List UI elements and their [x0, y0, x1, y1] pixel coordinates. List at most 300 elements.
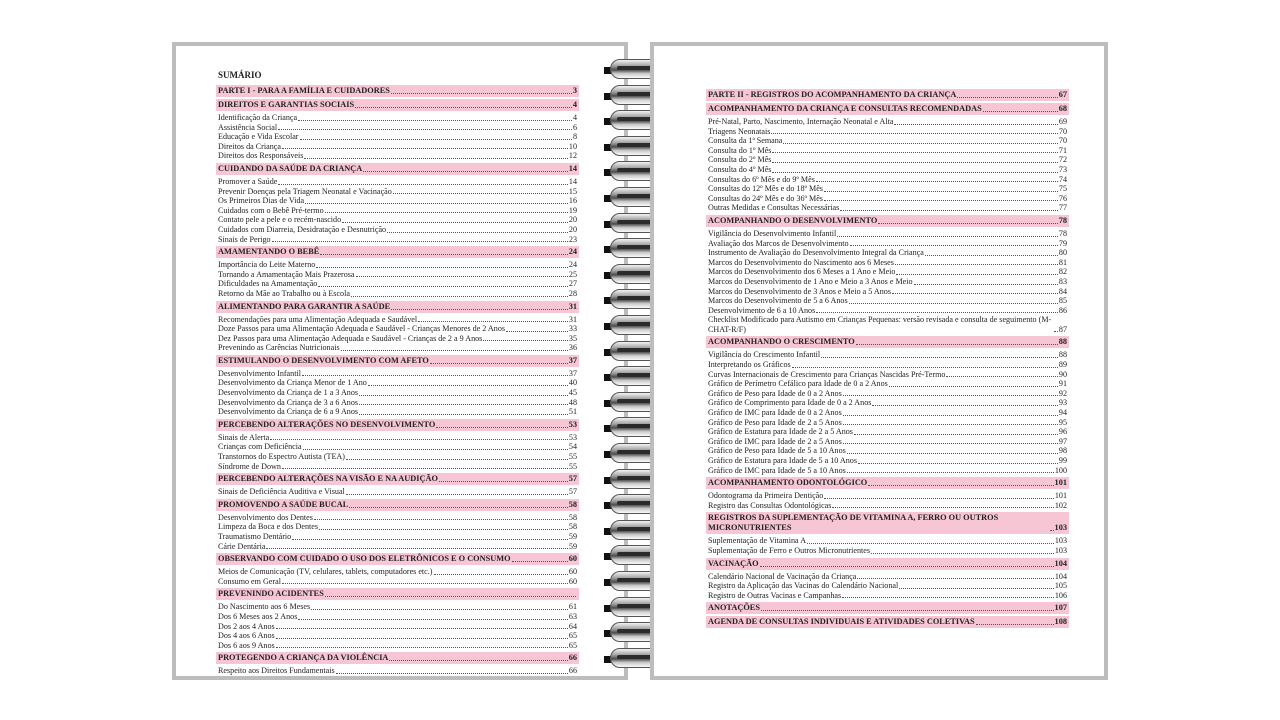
- toc-item-label: Limpeza da Boca e dos Dentes: [218, 522, 319, 532]
- toc-section: [706, 336, 1069, 475]
- dot-leader: [792, 367, 1058, 368]
- toc-item-label: Marcos do Desenvolvimento do Nascimento aos 6 Meses: [708, 257, 894, 267]
- toc-item-label: Doze Passos para uma Alimentação Adequada e Saudável - Crianças Menores de 2 Anos: [218, 324, 506, 334]
- toc-item-label: Registro da Aplicação das Vacinas do Calendário Nacional: [708, 581, 899, 591]
- toc-item-label: Respeito aos Direitos Fundamentais: [218, 666, 335, 676]
- toc-item: [216, 452, 579, 462]
- dot-leader: [320, 254, 567, 255]
- toc-item-label: Marcos do Desenvolvimento de 1 Ano e Meio a 3 Anos e Meio: [708, 276, 913, 286]
- section-page-number: 67: [1058, 90, 1067, 99]
- toc-item: [706, 296, 1069, 306]
- toc-item-label: Vigilância do Crescimento Infantil: [708, 350, 821, 360]
- toc-item: [216, 462, 579, 472]
- toc-item: [216, 324, 579, 334]
- toc-item-page-number: 65: [568, 640, 577, 650]
- toc-item: [216, 123, 579, 133]
- toc-item-label: Direitos dos Responsáveis: [218, 151, 304, 161]
- toc-section: [216, 652, 579, 676]
- toc-item-label: Prevenindo as Carências Nutricionais: [218, 343, 340, 353]
- toc-item-label: Outras Medidas e Consultas Necessárias: [708, 203, 840, 213]
- toc-item-page-number: 58: [568, 522, 577, 532]
- dot-leader: [816, 181, 1058, 182]
- toc-item: [706, 350, 1069, 360]
- dot-leader: [760, 566, 1054, 567]
- dot-leader: [282, 468, 568, 469]
- toc-item: [706, 248, 1069, 258]
- toc-item: [706, 466, 1069, 476]
- right-toc: [706, 89, 1069, 630]
- toc-item: [706, 194, 1069, 204]
- toc-item-label: Desenvolvimento dos Dentes: [218, 512, 313, 522]
- toc-item: [706, 501, 1069, 511]
- toc-item: [216, 577, 579, 587]
- toc-section-heading: [216, 588, 579, 600]
- toc-item: [706, 456, 1069, 466]
- toc-item-page-number: 55: [568, 452, 577, 462]
- toc-item-label: Gráfico de Estatura para Idade de 5 a 10 Anos: [708, 456, 857, 465]
- toc-item-page-number: 19: [568, 205, 577, 215]
- dot-leader: [302, 375, 568, 376]
- toc-item-label: Educação e Vida Escolar: [218, 132, 299, 142]
- toc-item: [706, 146, 1069, 156]
- toc-section: [216, 499, 579, 551]
- dot-leader: [270, 439, 568, 440]
- toc-item: [216, 602, 579, 612]
- toc-item-label: Recomendações para uma Alimentação Adequada e Saudável: [218, 314, 418, 324]
- toc-item-page-number: 6: [572, 122, 577, 132]
- toc-item: [706, 437, 1069, 447]
- toc-item-page-number: 91: [1058, 379, 1067, 389]
- toc-item-label: Avaliação dos Marcos de Desenvolvimento: [708, 238, 849, 248]
- dot-leader: [824, 191, 1058, 192]
- toc-item-page-number: 85: [1058, 296, 1067, 306]
- toc-item-label: Consulta do 1º Mês: [708, 145, 772, 155]
- toc-item-page-number: 74: [1058, 174, 1067, 184]
- dot-leader: [292, 539, 568, 540]
- toc-item-label: Retorno da Mãe ao Trabalho ou à Escola: [218, 288, 350, 298]
- dot-leader: [298, 619, 568, 620]
- toc-item: [216, 398, 579, 408]
- toc-item-page-number: 105: [1054, 581, 1067, 591]
- dot-leader: [266, 548, 567, 549]
- dot-leader: [807, 543, 1054, 544]
- section-title: ACOMPANHANDO O CRESCIMENTO: [708, 337, 855, 347]
- dot-leader: [925, 255, 1058, 256]
- toc-item-label: Sinais de Perigo: [218, 234, 271, 244]
- toc-item-page-number: 31: [568, 314, 577, 324]
- toc-section-heading: [706, 558, 1069, 570]
- toc-item-page-number: 99: [1058, 456, 1067, 465]
- dot-leader: [282, 583, 568, 584]
- section-title: PERCEBENDO ALTERAÇÕES NA VISÃO E NA AUDIÇÃO: [218, 474, 438, 484]
- dot-leader: [840, 210, 1058, 211]
- dot-leader: [816, 312, 1058, 313]
- toc-item-list: [216, 258, 579, 298]
- toc-item-label: Calendário Nacional de Vacinação da Criança: [708, 571, 857, 581]
- toc-item-page-number: 80: [1058, 248, 1067, 258]
- toc-section: [706, 512, 1069, 555]
- toc-item-page-number: 101: [1054, 491, 1067, 501]
- dot-leader: [311, 609, 568, 610]
- toc-item-list: [216, 431, 579, 471]
- dot-leader: [824, 498, 1054, 499]
- toc-item-page-number: 8: [572, 132, 577, 142]
- toc-item-label: Cuidados com o Bebê Pré-termo: [218, 205, 324, 215]
- toc-item-label: Gráfico de Perímetro Cefálico para Idade de 0 a 2 Anos: [708, 379, 888, 389]
- toc-item: [706, 546, 1069, 556]
- toc-item: [706, 203, 1069, 213]
- toc-item-page-number: 10: [568, 141, 577, 151]
- dot-leader: [868, 485, 1053, 486]
- toc-item: [216, 215, 579, 225]
- toc-section-heading: [706, 215, 1069, 227]
- toc-item: [216, 187, 579, 197]
- toc-item: [216, 289, 579, 299]
- dot-leader: [316, 267, 568, 268]
- dot-leader: [957, 97, 1057, 98]
- toc-section-heading: [706, 103, 1069, 115]
- toc-section-heading: [706, 89, 1069, 101]
- dot-leader: [303, 449, 568, 450]
- toc-item: [706, 306, 1069, 316]
- section-title: AGENDA DE CONSULTAS INDIVIDUAIS E ATIVIDADES COLETIVAS: [708, 617, 975, 627]
- toc-item-page-number: 94: [1058, 408, 1067, 418]
- toc-item-label: Interpretando os Gráficos: [708, 360, 791, 370]
- toc-item: [706, 127, 1069, 137]
- toc-item-label: Triagens Neonatais: [708, 126, 771, 136]
- toc-item-label: Identificação da Criança: [218, 113, 298, 122]
- toc-item-label: Gráfico de IMC para Idade de 5 a 10 Anos: [708, 465, 846, 475]
- dot-leader: [914, 284, 1058, 285]
- toc-item-label: Síndrome de Down: [218, 461, 281, 471]
- toc-item: [706, 165, 1069, 175]
- dot-leader: [278, 184, 568, 185]
- toc-item: [216, 542, 579, 552]
- toc-item-page-number: 71: [1058, 145, 1067, 155]
- dot-leader: [850, 245, 1058, 246]
- dot-leader: [771, 133, 1057, 134]
- section-page-number: 3: [572, 86, 577, 95]
- dot-leader: [282, 148, 568, 149]
- toc-item-list: [706, 570, 1069, 601]
- toc-item: [216, 631, 579, 641]
- section-title: PROMOVENDO A SAÚDE BUCAL: [218, 499, 349, 509]
- dot-leader: [847, 472, 1054, 473]
- toc-item-label: Crianças com Deficiência: [218, 442, 302, 452]
- section-title: ANOTAÇÕES: [708, 603, 760, 613]
- section-title: PREVENINDO ACIDENTES: [218, 589, 324, 599]
- toc-item-label: Consumo em Geral: [218, 576, 281, 586]
- toc-item-page-number: 58: [568, 512, 577, 522]
- toc-item-label: Cuidados com Diarreia, Desidratação e Desnutrição: [218, 224, 387, 234]
- dot-leader: [342, 222, 568, 223]
- toc-item-label: Transtornos do Espectro Autista (TEA): [218, 452, 345, 462]
- toc-item-page-number: 100: [1054, 465, 1067, 475]
- toc-item-page-number: 76: [1058, 193, 1067, 203]
- toc-item: [216, 196, 579, 206]
- toc-item-label: Consultas do 12º Mês e do 18º Mês: [708, 184, 823, 194]
- toc-item-label: Sinais de Deficiência Auditiva e Visual: [218, 487, 345, 497]
- toc-section-heading: [216, 246, 579, 258]
- toc-item-page-number: 69: [1058, 117, 1067, 126]
- toc-item-label: Odontograma da Primeira Dentição: [708, 491, 824, 501]
- toc-item: [706, 536, 1069, 546]
- dot-leader: [393, 193, 568, 194]
- toc-item-page-number: 40: [568, 378, 577, 388]
- toc-item-page-number: 53: [568, 432, 577, 442]
- toc-item-label: Desenvolvimento de 6 a 10 Anos: [708, 305, 816, 315]
- toc-item: [216, 442, 579, 452]
- toc-item-list: [706, 115, 1069, 213]
- dot-leader: [276, 647, 568, 648]
- toc-item: [216, 315, 579, 325]
- toc-item-page-number: 78: [1058, 228, 1067, 238]
- toc-item: [706, 184, 1069, 194]
- dot-leader: [363, 171, 567, 172]
- toc-item: [706, 389, 1069, 399]
- toc-item-label: Sinais de Alerta: [218, 432, 270, 442]
- toc-item-label: Dez Passos para uma Alimentação Adequada e Saudável - Crianças de 2 a 9 Anos: [218, 333, 483, 343]
- toc-item-label: Vigilância do Desenvolvimento Infantil: [708, 228, 837, 238]
- toc-item-page-number: 60: [568, 567, 577, 577]
- toc-section: [216, 163, 579, 244]
- dot-leader: [783, 143, 1058, 144]
- toc-item-label: Dos 6 Meses aos 2 Anos: [218, 611, 298, 621]
- toc-item: [706, 315, 1069, 334]
- dot-leader: [849, 303, 1058, 304]
- toc-item-label: Gráfico de Estatura para Idade de 2 a 5 Anos: [708, 427, 853, 437]
- toc-section-heading: [216, 355, 579, 367]
- toc-item-page-number: 89: [1058, 360, 1067, 370]
- toc-item-label: Cárie Dentária: [218, 541, 266, 551]
- dot-leader: [837, 236, 1058, 237]
- toc-item: [706, 117, 1069, 127]
- toc-item-label: Gráfico de Peso para Idade de 2 a 5 Anos: [708, 417, 842, 427]
- dot-leader: [391, 93, 572, 94]
- dot-leader: [389, 660, 567, 661]
- dot-leader: [325, 596, 576, 597]
- toc-item: [216, 343, 579, 353]
- toc-item-page-number: 87: [1058, 324, 1067, 334]
- dot-leader: [889, 386, 1058, 387]
- section-title: DIREITOS E GARANTIAS SOCIAIS: [218, 100, 355, 109]
- toc-item-label: Gráfico de IMC para Idade de 2 a 5 Anos: [708, 436, 842, 446]
- toc-item-page-number: 64: [568, 621, 577, 631]
- toc-item-label: Importância do Leite Materno: [218, 260, 316, 270]
- toc-item-label: Assistência Social: [218, 122, 278, 132]
- section-page-number: 53: [568, 419, 577, 429]
- toc-item-page-number: 70: [1058, 136, 1067, 146]
- section-page-number: 108: [1054, 617, 1067, 627]
- toc-item-label: Consulta do 4º Mês: [708, 164, 772, 174]
- toc-item-label: Instrumento de Avaliação do Desenvolvimento Integral da Criança: [708, 248, 924, 258]
- toc-item-page-number: 35: [568, 333, 577, 343]
- left-toc: [216, 70, 579, 678]
- toc-item-label: Suplementação de Ferro e Outros Micronutrientes: [708, 545, 871, 555]
- toc-item: [216, 270, 579, 280]
- toc-item-label: Marcos do Desenvolvimento de 5 a 6 Anos: [708, 296, 848, 306]
- toc-section: [216, 85, 579, 97]
- toc-section-heading: [216, 85, 579, 97]
- toc-item: [706, 277, 1069, 287]
- toc-section: [216, 99, 579, 161]
- toc-item-page-number: 15: [568, 186, 577, 196]
- toc-item-label: Tornando a Amamentação Mais Prazerosa: [218, 269, 355, 279]
- dot-leader: [483, 340, 568, 341]
- section-title: ACOMPANHANDO O DESENVOLVIMENTO: [708, 215, 878, 225]
- toc-item: [706, 370, 1069, 380]
- toc-item-label: Registro das Consultas Odontológicas: [708, 500, 832, 510]
- toc-item-page-number: 63: [568, 611, 577, 621]
- toc-item-page-number: 48: [568, 397, 577, 407]
- dot-leader: [351, 296, 568, 297]
- dot-leader: [346, 459, 568, 460]
- toc-item-page-number: 27: [568, 279, 577, 289]
- dot-leader: [359, 414, 568, 415]
- section-page-number: 14: [568, 163, 577, 173]
- dot-leader: [842, 597, 1054, 598]
- section-page-number: 68: [1058, 104, 1067, 113]
- toc-item-page-number: 54: [568, 442, 577, 452]
- toc-item-label: Dificuldades na Amamentação: [218, 279, 318, 289]
- dot-leader: [1054, 331, 1058, 332]
- toc-item-list: [216, 664, 579, 676]
- toc-item-page-number: 12: [568, 151, 577, 161]
- dot-leader: [359, 404, 568, 405]
- toc-item: [216, 369, 579, 379]
- dot-leader: [391, 309, 568, 310]
- dot-leader: [359, 395, 568, 396]
- toc-item: [706, 175, 1069, 185]
- toc-item-label: Consulta do 2º Mês: [708, 155, 772, 165]
- dot-leader: [857, 578, 1053, 579]
- toc-item-label: Gráfico de Peso para Idade de 0 a 2 Anos: [708, 388, 842, 398]
- dot-leader: [895, 264, 1058, 265]
- toc-item: [706, 379, 1069, 389]
- toc-section-heading: [706, 336, 1069, 348]
- toc-item: [706, 581, 1069, 591]
- toc-item: [216, 622, 579, 632]
- toc-item-label: Desenvolvimento Infantil: [218, 368, 301, 378]
- toc-item: [706, 491, 1069, 501]
- dot-leader: [349, 507, 567, 508]
- dot-leader: [355, 107, 572, 108]
- toc-item-label: Contato pele a pele e o recém-nascido: [218, 215, 342, 225]
- dot-leader: [976, 624, 1054, 625]
- toc-item-page-number: 88: [1058, 350, 1067, 360]
- toc-item-label: Desenvolvimento da Criança de 6 a 9 Anos: [218, 407, 359, 417]
- toc-item: [706, 408, 1069, 418]
- section-page-number: 66: [568, 653, 577, 663]
- dot-leader: [843, 424, 1058, 425]
- section-page-number: 60: [568, 554, 577, 564]
- toc-item: [706, 572, 1069, 582]
- toc-item-page-number: 51: [568, 407, 577, 417]
- section-page-number: 107: [1054, 603, 1067, 613]
- toc-item-label: Traumatismo Dentário: [218, 532, 292, 541]
- dot-leader: [305, 203, 568, 204]
- toc-item: [706, 267, 1069, 277]
- dot-leader: [856, 344, 1058, 345]
- toc-item-page-number: 59: [568, 532, 577, 541]
- toc-item-page-number: 59: [568, 541, 577, 551]
- toc-item-page-number: 103: [1054, 536, 1067, 546]
- dot-leader: [894, 124, 1057, 125]
- section-title: AMAMENTANDO O BEBÊ: [218, 247, 320, 257]
- toc-section: [706, 558, 1069, 601]
- dot-leader: [512, 561, 568, 562]
- toc-item-page-number: 86: [1058, 305, 1067, 315]
- toc-item-label: Dos 6 aos 9 Anos: [218, 640, 275, 650]
- toc-item: [706, 229, 1069, 239]
- dot-leader: [843, 443, 1058, 444]
- toc-item-list: [216, 600, 579, 650]
- toc-item: [216, 532, 579, 542]
- toc-item: [216, 612, 579, 622]
- toc-item-label: Dos 2 aos 4 Anos: [218, 621, 275, 631]
- toc-item: [706, 418, 1069, 428]
- toc-section-heading: [706, 602, 1069, 614]
- toc-item: [706, 427, 1069, 437]
- section-page-number: 37: [568, 355, 577, 365]
- section-page-number: 4: [572, 100, 577, 109]
- toc-item: [216, 567, 579, 577]
- section-title: ACOMPANHAMENTO ODONTOLÓGICO: [708, 478, 868, 488]
- dot-leader: [300, 139, 572, 140]
- toc-item-label: Marcos do Desenvolvimento de 3 Anos e Meio a 5 Anos: [708, 286, 891, 296]
- dot-leader: [341, 350, 568, 351]
- dot-leader: [878, 223, 1057, 224]
- toc-section: [216, 246, 579, 298]
- toc-section: [706, 616, 1069, 628]
- toc-item: [216, 487, 579, 497]
- dot-leader: [772, 162, 1057, 163]
- toc-item: [706, 591, 1069, 601]
- section-title: ACOMPANHAMENTO DA CRIANÇA E CONSULTAS RECOMENDADAS: [708, 104, 982, 113]
- toc-item-page-number: 81: [1058, 257, 1067, 267]
- dot-leader: [276, 628, 568, 629]
- toc-section: [706, 215, 1069, 335]
- dot-leader: [872, 405, 1058, 406]
- toc-item-page-number: 4: [572, 113, 577, 122]
- toc-item-label: Meios de Comunicação (TV, celulares, tablets, computadores etc.): [218, 567, 433, 577]
- section-title: OBSERVANDO COM CUIDADO O USO DOS ELETRÔNICOS E O CONSUMO: [218, 554, 511, 564]
- toc-item-label: Consultas do 24º Mês e do 36º Mês: [708, 193, 823, 203]
- toc-item: [706, 287, 1069, 297]
- toc-item: [216, 132, 579, 142]
- toc-item-page-number: 104: [1054, 571, 1067, 581]
- toc-item-page-number: 102: [1054, 500, 1067, 510]
- toc-section: [216, 588, 579, 650]
- toc-section-heading: [216, 473, 579, 485]
- dot-leader: [298, 120, 572, 121]
- toc-item: [216, 206, 579, 216]
- dot-leader: [772, 172, 1057, 173]
- toc-item-label: Registro de Outras Vacinas e Campanhas: [708, 590, 842, 600]
- dot-leader: [318, 286, 568, 287]
- dot-leader: [899, 588, 1054, 589]
- toc-section: [706, 602, 1069, 614]
- dot-leader: [871, 553, 1054, 554]
- toc-item: [216, 641, 579, 651]
- right-page: [650, 42, 1108, 680]
- dot-leader: [336, 673, 568, 674]
- toc-item-label: Dos 4 aos 6 Anos: [218, 631, 275, 641]
- toc-item-label: Pré-Natal, Parto, Nascimento, Internação Neonatal e Alta: [708, 117, 894, 126]
- section-page-number: 101: [1054, 478, 1067, 488]
- dot-leader: [436, 427, 567, 428]
- toc-item-page-number: 92: [1058, 388, 1067, 398]
